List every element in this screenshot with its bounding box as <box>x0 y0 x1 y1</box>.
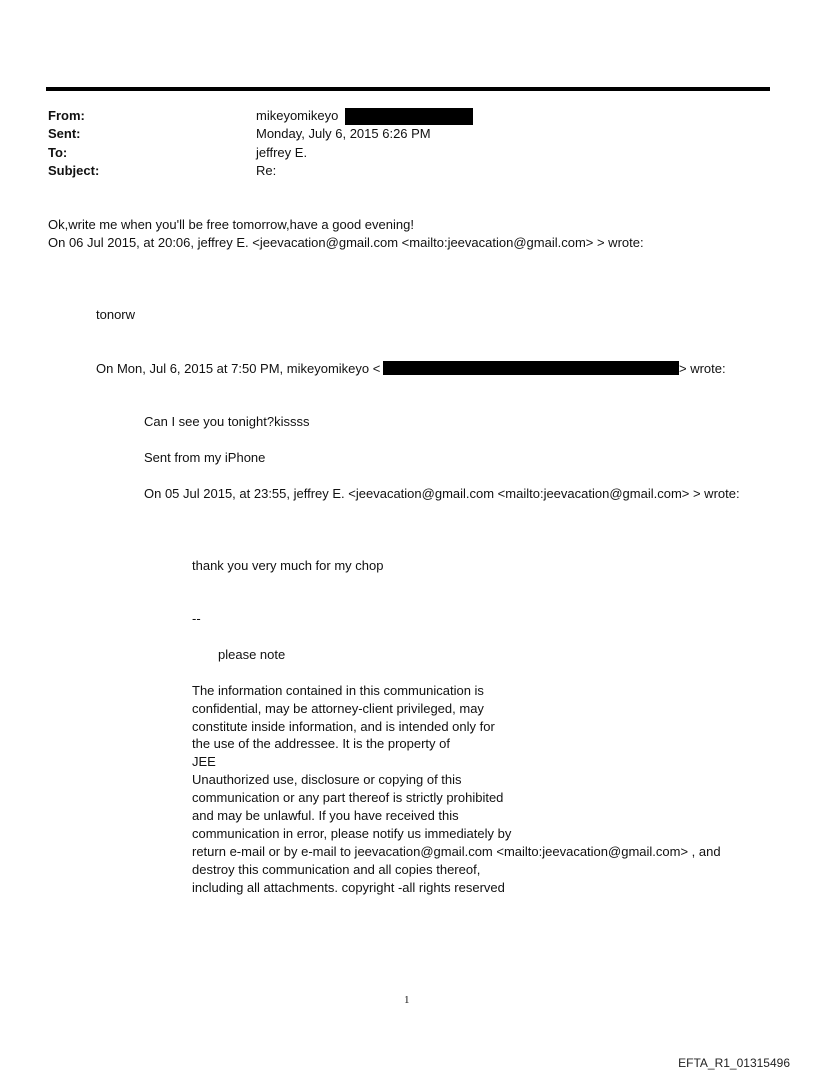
redaction-from <box>345 108 473 125</box>
message-2: thank you very much for my chop <box>192 558 384 573</box>
disclaimer-line: including all attachments. copyright -all rights reserved <box>192 880 505 895</box>
disclaimer-line: and may be unlawful. If you have received this <box>192 808 459 823</box>
page-number: 1 <box>404 994 410 1006</box>
body-line-1: Ok,write me when you'll be free tomorrow,have a good evening! <box>48 217 414 232</box>
subject-label: Subject: <box>48 163 100 178</box>
body-line-2: On 06 Jul 2015, at 20:06, jeffrey E. <jeevacation@gmail.com <mailto:jeevacation@gmail.com> > wrote: <box>48 235 644 250</box>
disclaimer-line: communication or any part thereof is strictly prohibited <box>192 790 504 805</box>
header-rule <box>46 87 770 91</box>
disclaimer-line: the use of the addressee. It is the property of <box>192 736 450 751</box>
disclaimer-line: communication in error, please notify us immediately by <box>192 826 512 841</box>
from-value: mikeyomikeyo <box>256 108 339 123</box>
disclaimer-line: The information contained in this communication is <box>192 683 484 698</box>
quote-header-1-suffix: > wrote: <box>679 361 726 376</box>
document-id: EFTA_R1_01315496 <box>678 1056 790 1070</box>
quote-header-2: On 05 Jul 2015, at 23:55, jeffrey E. <jeevacation@gmail.com <mailto:jeevacation@gmail.com> > wrote: <box>144 486 740 501</box>
sent-value: Monday, July 6, 2015 6:26 PM <box>256 126 431 141</box>
separator: -- <box>192 611 201 626</box>
subject-value: Re: <box>256 163 277 178</box>
disclaimer-line: constitute inside information, and is intended only for <box>192 719 495 734</box>
quote-header-1: On Mon, Jul 6, 2015 at 7:50 PM, mikeyomikeyo < <box>96 361 381 376</box>
disclaimer-line: return e-mail or by e-mail to jeevacation@gmail.com <mailto:jeevacation@gmail.com> , and <box>192 844 721 859</box>
disclaimer-line: Unauthorized use, disclosure or copying of this <box>192 772 462 787</box>
disclaimer-line: destroy this communication and all copies thereof, <box>192 862 481 877</box>
please-note: please note <box>218 647 286 662</box>
to-label: To: <box>48 145 68 160</box>
sent-label: Sent: <box>48 126 81 141</box>
from-label: From: <box>48 108 85 123</box>
signature-1: Sent from my iPhone <box>144 450 266 465</box>
disclaimer-line: JEE <box>192 754 216 769</box>
to-value: jeffrey E. <box>256 145 308 160</box>
disclaimer-line: confidential, may be attorney-client privileged, may <box>192 701 484 716</box>
message-1: Can I see you tonight?kissss <box>144 414 310 429</box>
redaction-email <box>383 361 679 375</box>
reply-tonorw: tonorw <box>96 307 136 322</box>
